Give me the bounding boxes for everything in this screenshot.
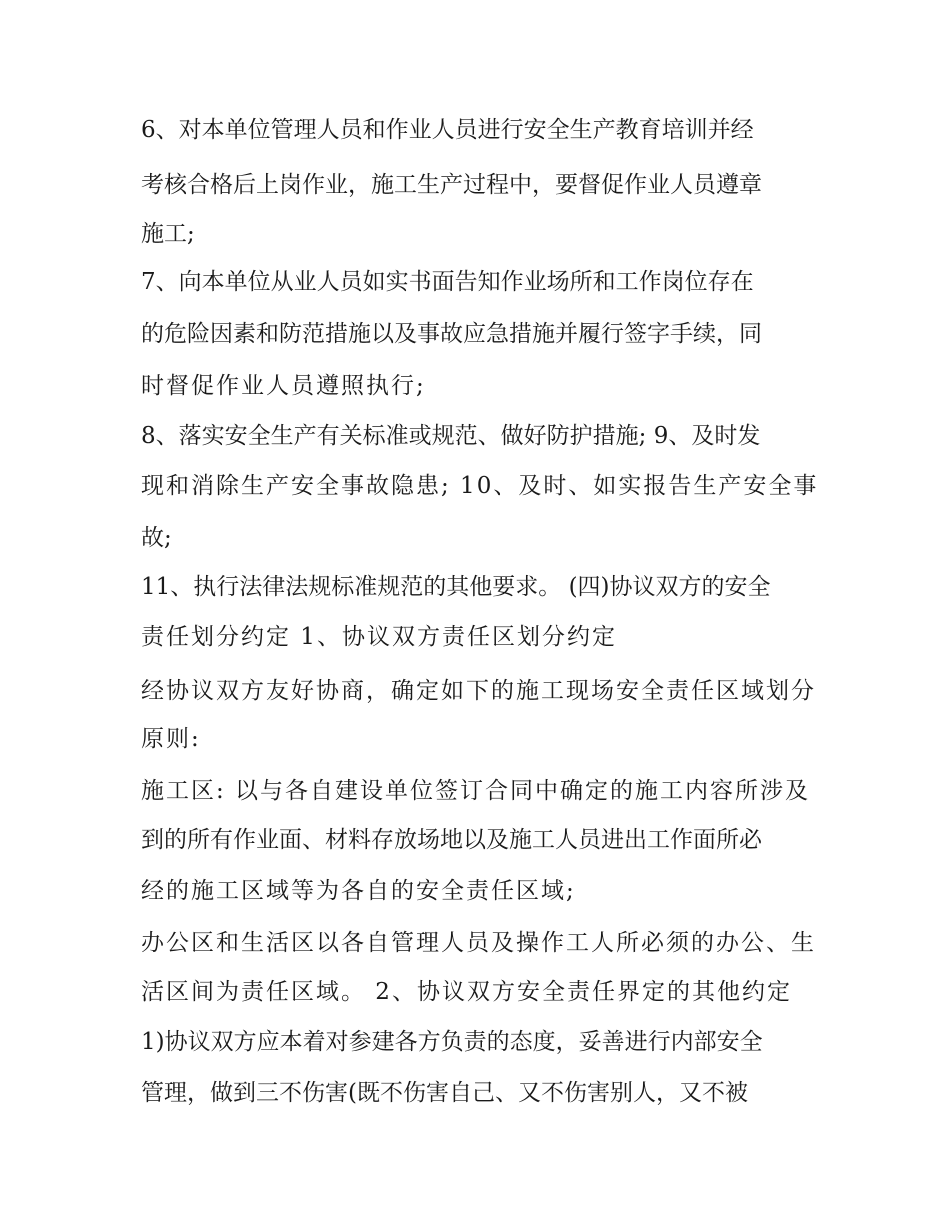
text-line: 经协议双方友好协商，确定如下的施工现场安全责任区域划分 — [141, 678, 816, 704]
text-line: 管理，做到三不伤害(既不伤害自己、又不伤害别人，又不被 — [141, 1080, 748, 1106]
text-line: 现和消除生产安全事故隐患; 10、及时、如实报告生产安全事 — [141, 473, 819, 499]
text-line: 经的施工区域等为各自的安全责任区域; — [141, 878, 576, 904]
text-line: 考核合格后上岗作业，施工生产过程中，要督促作业人员遵章 — [141, 172, 762, 198]
text-line: 原则: — [141, 726, 201, 752]
text-line: 到的所有作业面、材料存放场地以及施工人员进出工作面所必 — [141, 827, 762, 853]
text-line: 责任划分约定 1、协议双方责任区划分约定 — [141, 624, 617, 650]
text-line: 办公区和生活区以各自管理人员及操作工人所必须的办公、生 — [141, 930, 816, 956]
text-line: 活区间为责任区域。 2、协议双方安全责任界定的其他约定 — [141, 979, 792, 1005]
text-line: 施工区: 以与各自建设单位签订合同中确定的施工内容所涉及 — [141, 778, 811, 804]
text-line: 施工; — [141, 221, 195, 247]
text-line: 1)协议双方应本着对参建各方负责的态度，妥善进行内部安全 — [141, 1029, 763, 1055]
text-line: 6、对本单位管理人员和作业人员进行安全生产教育培训并经 — [141, 117, 754, 143]
text-line: 故; — [141, 525, 172, 551]
text-line: 11、执行法律法规标准规范的其他要求。 (四)协议双方的安全 — [141, 574, 771, 600]
text-line: 时督促作业人员遵照执行; — [141, 373, 426, 399]
text-line: 7、向本单位从业人员如实书面告知作业场所和工作岗位存在 — [141, 269, 754, 295]
text-line: 的危险因素和防范措施以及事故应急措施并履行签字手续，同 — [141, 321, 762, 347]
text-line: 8、落实安全生产有关标准或规范、做好防护措施; 9、及时发 — [141, 423, 761, 449]
